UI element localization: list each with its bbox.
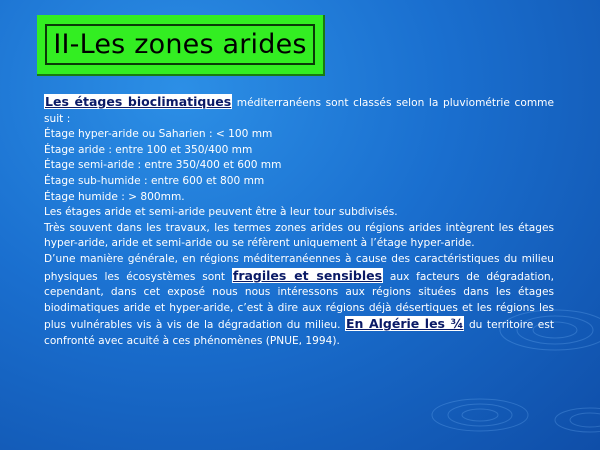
stage-line: Étage hyper-aride ou Saharien : < 100 mm bbox=[44, 128, 273, 141]
bioclimatic-stages-highlight: Les étages bioclimatiques bbox=[45, 94, 232, 109]
paragraph-text: aux facteurs de dégradation, cependant, dans cet exposé nous nous intéressons aux régions situées dans les étages biodimatiques aride et hyper-aride, c’est à dire aux régions déjà désertiques et les régions les plus vulnérables vis à vis de la dégradation du milieu. bbox=[44, 270, 555, 332]
title-frame bbox=[45, 24, 315, 65]
stage-line: Étage semi-aride : entre 350/400 et 600 mm bbox=[44, 159, 282, 172]
stage-line: Étage sub-humide : entre 600 et 800 mm bbox=[44, 174, 265, 187]
title-box bbox=[37, 15, 325, 76]
stage-line: Étage humide : > 800mm. bbox=[44, 190, 185, 203]
subdivision-paragraph: Les étages aride et semi-aride peuvent être à leur tour subdivisés. bbox=[44, 206, 398, 219]
intro-text: méditerranéens sont classés selon la pluviométrie comme suit : bbox=[44, 97, 554, 125]
algeria-highlight: En Algérie les ¾ bbox=[346, 316, 464, 332]
stage-line: Étage aride : entre 100 et 350/400 mm bbox=[44, 143, 253, 156]
paragraph-text: D’une manière générale, en régions méditerranéennes à cause des caractéristiques du milieu physiques les écosystèmes sont bbox=[44, 252, 554, 283]
paragraph-text: du territoire est confronté avec acuité à ces phénomènes (PNUE, 1994). bbox=[44, 319, 554, 347]
arid-terms-paragraph: Très souvent dans les travaux, les termes zones arides ou régions arides intègrent les étages hyper-aride, aride et semi-aride ou se réfèrent uniquement à l’étage hyper-aride. bbox=[44, 221, 554, 250]
fragile-sensitive-highlight: fragiles et sensibles bbox=[232, 267, 383, 283]
slide-body bbox=[44, 94, 554, 350]
mediterranean-paragraph bbox=[44, 252, 554, 350]
slide-title: II-Les zones arides bbox=[53, 29, 307, 60]
intro-paragraph bbox=[44, 94, 554, 127]
